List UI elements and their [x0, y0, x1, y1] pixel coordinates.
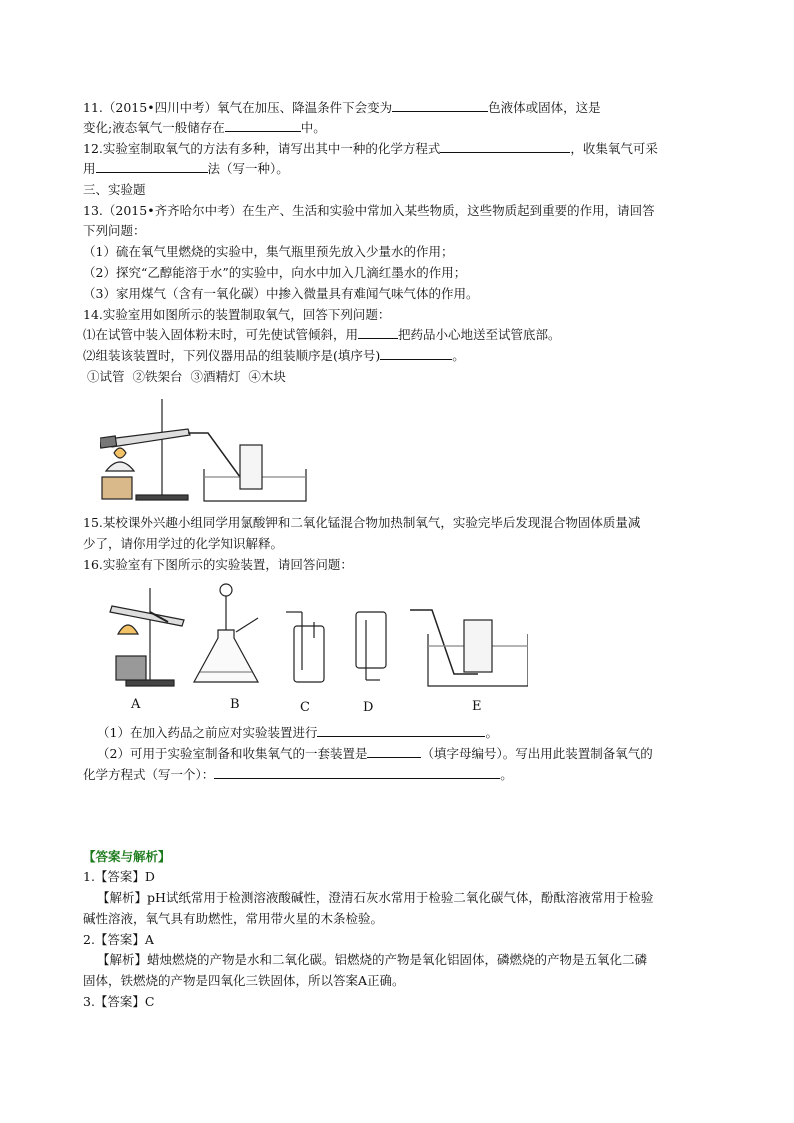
answers-title: 【答案与解析】 — [83, 849, 171, 864]
q15-line2: 少了，请你用学过的化学知识解释。 — [83, 536, 284, 551]
q14-text-b: 把药品小心地送至试管底部。 — [398, 327, 561, 342]
q12-blank-equation[interactable] — [440, 140, 570, 153]
apparatus-d — [356, 612, 386, 680]
q16-text-d: （填字母编号）。写出用此装置制备氧气的 — [421, 746, 653, 761]
q16-apparatus-figure — [98, 582, 528, 692]
section-heading: 三、实验题 — [83, 182, 146, 197]
q11-text-a: 11.（2015•四川中考）氧气在加压、降温条件下会变为 — [83, 100, 393, 115]
q16-blank-set[interactable] — [367, 745, 421, 758]
apparatus-b — [194, 584, 258, 682]
apparatus-a — [110, 588, 184, 686]
q16-blank-check[interactable] — [317, 724, 485, 737]
collection-bottle — [240, 445, 262, 489]
q13-line1: 13.（2015•齐齐哈尔中考）在生产、生活和实验中常加入某些物质，这些物质起到重要的作用，请回答 — [83, 203, 655, 218]
label-d: D — [363, 700, 374, 715]
q16-part3 — [83, 766, 513, 784]
q12-text-b: ，收集氧气可采 — [570, 141, 658, 156]
q11-line2 — [83, 119, 326, 137]
apparatus-e — [410, 610, 528, 686]
q16-blank-equation[interactable] — [214, 766, 500, 779]
alcohol-lamp — [106, 462, 134, 471]
q16-text-c: （2）可用于实验室制备和收集氧气的一套装置是 — [97, 746, 368, 761]
answer-1: 1.【答案】D — [83, 869, 155, 884]
test-tube — [108, 429, 190, 447]
q13-line2: 下列问题： — [83, 223, 146, 238]
label-a: A — [131, 697, 141, 712]
q14-part2 — [83, 347, 465, 365]
q14-text-a: ⑴在试管中装入固体粉末时，可先使试管倾斜，用 — [83, 327, 359, 342]
q11-text-b: 色液体或固体，这是 — [488, 100, 601, 115]
q11-blank-storage[interactable] — [225, 119, 301, 132]
apparatus-c — [286, 612, 324, 682]
q14-part1 — [83, 326, 561, 344]
q13-part1: （1）硫在氧气里燃烧的实验中，集气瓶里预先放入少量水的作用； — [83, 244, 454, 259]
q14-text-c: ⑵组装该装置时，下列仪器用品的组装顺序是(填序号) — [83, 348, 381, 363]
q16-line1: 16.实验室有下图所示的实验装置，请回答问题： — [83, 557, 353, 572]
q15-line1: 15.某校课外兴趣小组同学用氯酸钾和二氧化锰混合物加热制氧气，实验完毕后发现混合物固体质量减 — [83, 515, 641, 530]
q13-part2: （2）探究“乙醇能溶于水”的实验中，向水中加入几滴红墨水的作用； — [83, 265, 467, 280]
q11-blank-color[interactable] — [392, 99, 488, 112]
flame — [114, 448, 126, 458]
label-b: B — [230, 697, 240, 712]
answer-2-explanation-2: 固体，铁燃烧的产物是四氧化三铁固体，所以答案A正确。 — [83, 973, 405, 988]
q12-line1 — [83, 140, 658, 158]
q16-text-a: （1）在加入药品之前应对实验装置进行 — [97, 725, 318, 740]
label-c: C — [300, 700, 310, 715]
q13-part3: （3）家用煤气（含有一氧化碳）中掺入微量具有难闻气味气体的作用。 — [83, 286, 479, 301]
q11-text-d: 中。 — [300, 120, 326, 135]
q12-blank-method[interactable] — [96, 160, 208, 173]
wood-block — [102, 477, 132, 499]
q11-text-c: 变化;液态氧气一般储存在 — [83, 120, 225, 135]
q14-blank-tool[interactable] — [358, 326, 398, 339]
q16-part2 — [97, 745, 653, 763]
q11-line1 — [83, 99, 601, 117]
answer-2-explanation-1: 【解析】蜡烛燃烧的产物是水和二氧化碳。铝燃烧的产物是氧化铝固体，磷燃烧的产物是五氧化二磷 — [97, 952, 648, 967]
q14-options: ①试管 ②铁架台 ③酒精灯 ④木块 — [87, 369, 286, 384]
q12-text-c: 用 — [83, 161, 96, 176]
q14-blank-order[interactable] — [380, 347, 452, 360]
q14-apparatus-figure — [100, 393, 310, 505]
q16-text-b: 。 — [485, 725, 498, 740]
q16-text-e: 化学方程式（写一个）： — [83, 767, 215, 782]
q14-line1: 14.实验室用如图所示的装置制取氧气，回答下列问题： — [83, 307, 391, 322]
answer-3: 3.【答案】C — [83, 994, 155, 1009]
stand-base — [136, 495, 188, 500]
label-e: E — [472, 699, 482, 714]
q14-text-d: 。 — [452, 348, 465, 363]
q16-text-f: 。 — [500, 767, 513, 782]
tube-stopper — [100, 436, 117, 448]
q16-part1 — [97, 724, 498, 742]
answer-1-explanation-2: 碱性溶液，氧气具有助燃性，常用带火星的木条检验。 — [83, 911, 384, 926]
q12-text-d: 法（写一种）。 — [207, 161, 289, 176]
answer-1-explanation-1: 【解析】pH试纸常用于检测溶液酸碱性，澄清石灰水常用于检验二氧化碳气体，酚酞溶液常用于检验 — [97, 890, 654, 905]
answer-2: 2.【答案】A — [83, 932, 154, 947]
q12-line2 — [83, 160, 289, 178]
q12-text-a: 12.实验室制取氧气的方法有多种，请写出其中一种的化学方程式 — [83, 141, 441, 156]
